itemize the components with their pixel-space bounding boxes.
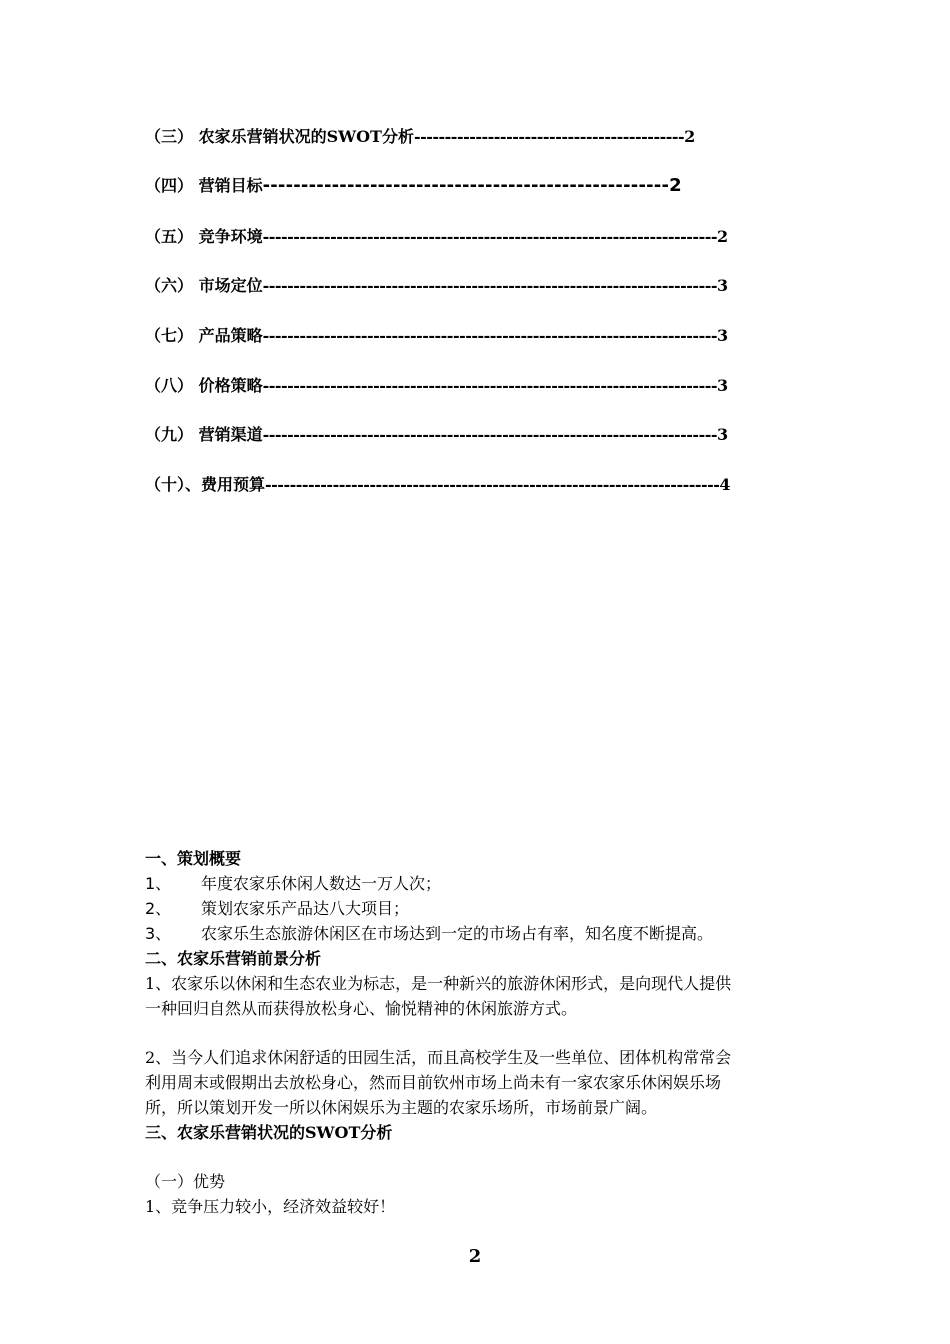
toc-leader: -------------------------------------------------------------------------- xyxy=(265,475,720,494)
toc-label: （六） 市场定位 xyxy=(145,276,263,295)
toc-entry[interactable] xyxy=(145,275,728,297)
list-number: 3、 xyxy=(145,924,172,943)
toc-page: 3 xyxy=(716,326,729,345)
list-text: 农家乐生态旅游休闲区在市场达到一定的市场占有率，知名度不断提高。 xyxy=(201,924,714,943)
toc-label: （八） 价格策略 xyxy=(145,376,263,395)
toc-label: （五） 竞争环境 xyxy=(145,227,263,246)
list-number: 2、 xyxy=(145,899,172,918)
list-item xyxy=(145,898,409,920)
paragraph-line: 1、竞争压力较小，经济效益较好！ xyxy=(145,1197,396,1216)
paragraph-line: 利用周末或假期出去放松身心，然而目前钦州市场上尚未有一家农家乐休闲娱乐场 xyxy=(145,1073,722,1092)
toc-label: （四） 营销目标 xyxy=(145,176,263,195)
toc-entry[interactable] xyxy=(145,325,728,347)
toc-page: 2 xyxy=(684,127,696,146)
toc-page: 3 xyxy=(716,425,729,444)
list-text: 年度农家乐休闲人数达一万人次； xyxy=(201,874,442,893)
paragraph-line: 所，所以策划开发一所以休闲娱乐为主题的农家乐场所，市场前景广阔。 xyxy=(145,1098,658,1117)
page-number: 2 xyxy=(468,1246,482,1267)
section-heading: 二、农家乐营销前景分析 xyxy=(145,949,322,968)
toc-entry[interactable] xyxy=(145,126,695,148)
toc-page: 4 xyxy=(719,475,731,494)
list-text: 策划农家乐产品达八大项目； xyxy=(201,899,410,918)
toc-entry[interactable] xyxy=(145,375,728,397)
toc-label: （十）、费用预算 xyxy=(145,475,266,494)
list-item xyxy=(145,873,441,895)
toc-label: （三） 农家乐营销状况的SWOT分析 xyxy=(145,127,414,146)
section-heading: 三、农家乐营销状况的SWOT分析 xyxy=(145,1123,393,1142)
toc-leader: -------------------------------------------- xyxy=(413,127,685,146)
paragraph-line: 1、农家乐以休闲和生态农业为标志，是一种新兴的旅游休闲形式，是向现代人提供 xyxy=(145,974,732,993)
list-number: 1、 xyxy=(145,874,172,893)
toc-entry[interactable] xyxy=(145,175,682,197)
section-heading: 一、策划概要 xyxy=(145,849,242,868)
list-item xyxy=(145,923,713,945)
toc-leader: -------------------------------------------------------------------------- xyxy=(262,326,717,345)
toc-leader: -------------------------------------------------------------------------- xyxy=(262,425,717,444)
toc-label: （九） 营销渠道 xyxy=(145,425,263,444)
toc-page: 2 xyxy=(669,175,682,196)
paragraph-line: 一种回归自然从而获得放松身心、愉悦精神的休闲旅游方式。 xyxy=(145,999,578,1018)
toc-page: 3 xyxy=(716,276,729,295)
paragraph-line: 2、当今人们追求休闲舒适的田园生活，而且高校学生及一些单位、团体机构常常会 xyxy=(145,1048,732,1067)
toc-entry[interactable] xyxy=(145,226,728,248)
toc-entry[interactable] xyxy=(145,474,731,496)
toc-entry[interactable] xyxy=(145,424,728,446)
subsection-heading: （一）优势 xyxy=(145,1172,226,1191)
toc-leader: ----------------------------------------------------- xyxy=(262,175,670,196)
toc-leader: -------------------------------------------------------------------------- xyxy=(262,276,717,295)
toc-page: 3 xyxy=(716,376,729,395)
toc-page: 2 xyxy=(716,227,729,246)
toc-label: （七） 产品策略 xyxy=(145,326,263,345)
toc-leader: -------------------------------------------------------------------------- xyxy=(262,227,717,246)
toc-leader: -------------------------------------------------------------------------- xyxy=(262,376,717,395)
